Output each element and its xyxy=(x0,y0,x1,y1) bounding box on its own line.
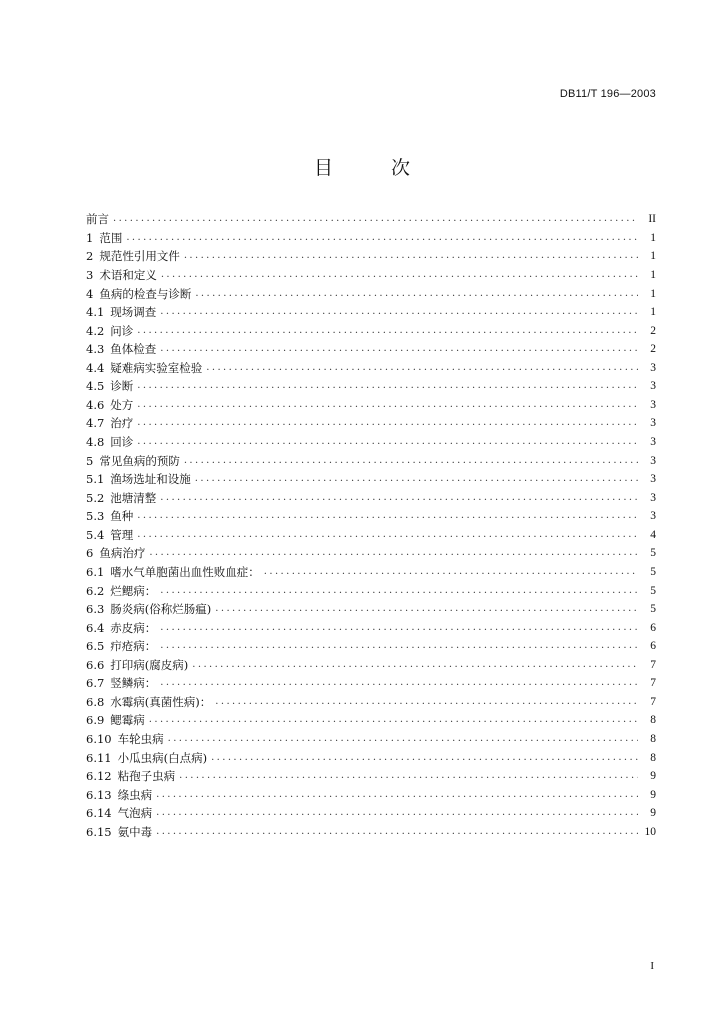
toc-entry[interactable] xyxy=(86,359,656,378)
toc-entry-label: 小瓜虫病(白点病) xyxy=(117,750,208,765)
dot-leader xyxy=(156,808,638,818)
toc-entry-page: 8 xyxy=(650,733,656,746)
page-number: I xyxy=(650,960,654,972)
toc-entry-number: 4.7 xyxy=(86,416,105,431)
dot-leader xyxy=(168,734,638,744)
toc-entry-label: 氨中毒 xyxy=(117,824,153,839)
toc-entry-label: 疖疮病： xyxy=(110,639,157,654)
toc-entry-number: 1 xyxy=(86,230,94,245)
toc-entry[interactable] xyxy=(86,526,656,545)
toc-entry-number: 5.4 xyxy=(86,527,105,542)
toc-entry-label: 竖鳞病： xyxy=(110,676,157,691)
toc-entry-label: 处方 xyxy=(110,397,134,412)
toc-entry-number: 4.5 xyxy=(86,379,105,394)
toc-entry-label: 常见鱼病的预防 xyxy=(99,453,180,468)
toc-entry-number: 6.14 xyxy=(86,806,112,821)
dot-leader xyxy=(195,289,638,299)
toc-entry-page: 3 xyxy=(650,473,656,486)
toc-entry-label: 疑难病实验室检验 xyxy=(110,360,203,375)
toc-entry-page: 3 xyxy=(650,436,656,449)
toc-entry-number: 6.12 xyxy=(86,769,112,784)
document-code: DB11/T 196—2003 xyxy=(559,88,656,100)
dot-leader xyxy=(195,474,638,484)
toc-entry[interactable] xyxy=(86,544,656,563)
toc-entry[interactable] xyxy=(86,748,656,767)
toc-entry-number: 4.2 xyxy=(86,323,105,338)
toc-entry-page: 7 xyxy=(650,695,656,708)
dot-leader xyxy=(137,511,638,521)
toc-entry-number: 6.8 xyxy=(86,694,105,709)
toc-entry-label: 鱼种 xyxy=(110,509,134,524)
toc-entry[interactable] xyxy=(86,711,656,730)
toc-entry[interactable] xyxy=(86,247,656,266)
toc-entry[interactable] xyxy=(86,804,656,823)
toc-entry-number: 6.9 xyxy=(86,713,105,728)
toc-entry[interactable] xyxy=(86,396,656,415)
dot-leader xyxy=(137,530,638,540)
dot-leader xyxy=(137,437,638,447)
table-of-contents xyxy=(86,210,656,841)
toc-entry-label: 嗜水气单胞菌出血性败血症： xyxy=(110,564,260,579)
toc-entry[interactable] xyxy=(86,340,656,359)
toc-entry[interactable] xyxy=(86,507,656,526)
dot-leader xyxy=(160,678,638,688)
dot-leader xyxy=(264,567,638,577)
toc-entry-label: 回诊 xyxy=(110,435,134,450)
toc-entry-number: 6.6 xyxy=(86,657,105,672)
dot-leader xyxy=(137,326,638,336)
toc-entry-page: 8 xyxy=(650,714,656,727)
toc-entry[interactable] xyxy=(86,451,656,470)
toc-entry[interactable] xyxy=(86,266,656,285)
toc-entry[interactable] xyxy=(86,581,656,600)
toc-entry-number: 6.15 xyxy=(86,824,112,839)
dot-leader xyxy=(215,697,638,707)
toc-entry[interactable] xyxy=(86,303,656,322)
dot-leader xyxy=(149,548,638,558)
toc-entry-label: 肠炎病(俗称烂肠瘟) xyxy=(110,602,212,617)
toc-entry-label: 渔场选址和设施 xyxy=(110,472,191,487)
toc-entry-page: 10 xyxy=(644,825,656,838)
toc-entry-number: 6.5 xyxy=(86,639,105,654)
toc-entry-label: 鱼病的检查与诊断 xyxy=(99,286,192,301)
dot-leader xyxy=(160,307,638,317)
toc-entry-label: 打印病(腐皮病) xyxy=(110,657,189,672)
toc-entry-page: 1 xyxy=(650,287,656,300)
toc-entry[interactable] xyxy=(86,785,656,804)
dot-leader xyxy=(113,214,638,224)
toc-entry-page: 3 xyxy=(650,510,656,523)
toc-entry-number: 4.8 xyxy=(86,435,105,450)
toc-entry-page: 7 xyxy=(650,677,656,690)
toc-entry-page: 6 xyxy=(650,640,656,653)
dot-leader xyxy=(179,771,638,781)
toc-entry[interactable] xyxy=(86,284,656,303)
dot-leader xyxy=(215,604,638,614)
toc-entry-page: 9 xyxy=(650,807,656,820)
toc-entry[interactable] xyxy=(86,767,656,786)
dot-leader xyxy=(160,623,638,633)
dot-leader xyxy=(161,270,638,280)
toc-entry-label: 烂鳃病： xyxy=(110,583,157,598)
toc-entry-number: 6.1 xyxy=(86,564,105,579)
toc-entry-page: 9 xyxy=(650,788,656,801)
toc-entry-label: 赤皮病： xyxy=(110,620,157,635)
dot-leader xyxy=(156,827,638,837)
toc-entry-number: 6.11 xyxy=(86,750,112,765)
dot-leader xyxy=(211,753,638,763)
toc-entry-number: 4.1 xyxy=(86,305,105,320)
toc-entry-label: 诊断 xyxy=(110,379,134,394)
dot-leader xyxy=(137,418,638,428)
toc-entry-page: 1 xyxy=(650,250,656,263)
toc-entry-number: 2 xyxy=(86,249,94,264)
toc-entry-page: 9 xyxy=(650,770,656,783)
toc-entry-page: 1 xyxy=(650,231,656,244)
toc-entry-page: 3 xyxy=(650,491,656,504)
toc-entry-page: 1 xyxy=(650,268,656,281)
dot-leader xyxy=(137,381,638,391)
toc-entry-label: 鱼病治疗 xyxy=(99,546,146,561)
toc-entry-number: 6.13 xyxy=(86,787,112,802)
toc-entry-label: 问诊 xyxy=(110,323,134,338)
toc-entry-number: 6.10 xyxy=(86,732,112,747)
toc-entry-label: 范围 xyxy=(99,230,123,245)
toc-entry-label: 气泡病 xyxy=(117,806,153,821)
toc-entry-page: 6 xyxy=(650,621,656,634)
toc-entry[interactable] xyxy=(86,674,656,693)
dot-leader xyxy=(184,456,638,466)
toc-entry-label: 池塘清整 xyxy=(110,490,157,505)
toc-entry-label: 车轮虫病 xyxy=(117,732,164,747)
toc-entry-page: 3 xyxy=(650,454,656,467)
toc-entry[interactable] xyxy=(86,377,656,396)
dot-leader xyxy=(160,641,638,651)
toc-entry[interactable] xyxy=(86,637,656,656)
toc-entry-page: 2 xyxy=(650,343,656,356)
toc-entry-page: 2 xyxy=(650,324,656,337)
toc-entry-number: 4.3 xyxy=(86,342,105,357)
toc-entry-label: 绦虫病 xyxy=(117,787,153,802)
toc-entry[interactable] xyxy=(86,470,656,489)
toc-entry-page: 5 xyxy=(650,565,656,578)
toc-entry-number: 5 xyxy=(86,453,94,468)
toc-entry-label: 管理 xyxy=(110,527,134,542)
toc-entry-number: 3 xyxy=(86,267,94,282)
dot-leader xyxy=(160,493,638,503)
dot-leader xyxy=(160,344,638,354)
toc-entry[interactable] xyxy=(86,414,656,433)
toc-entry-number: 6.7 xyxy=(86,676,105,691)
toc-entry-page: 1 xyxy=(650,306,656,319)
dot-leader xyxy=(126,233,638,243)
toc-entry-page: 5 xyxy=(650,603,656,616)
dot-leader xyxy=(137,400,638,410)
toc-entry[interactable] xyxy=(86,656,656,675)
toc-entry[interactable] xyxy=(86,229,656,248)
toc-entry-label: 规范性引用文件 xyxy=(99,249,180,264)
toc-entry-label: 水霉病(真菌性病)： xyxy=(110,694,212,709)
toc-entry-page: 3 xyxy=(650,361,656,374)
dot-leader xyxy=(156,790,638,800)
toc-entry-number: 4.4 xyxy=(86,360,105,375)
toc-entry-page: 3 xyxy=(650,380,656,393)
toc-entry-number: 6.4 xyxy=(86,620,105,635)
toc-entry-number: 5.2 xyxy=(86,490,105,505)
dot-leader xyxy=(192,660,638,670)
toc-entry-page: 8 xyxy=(650,751,656,764)
toc-entry-label: 鳃霉病 xyxy=(110,713,145,728)
toc-entry-label: 治疗 xyxy=(110,416,134,431)
toc-entry-page: 7 xyxy=(650,658,656,671)
toc-entry[interactable] xyxy=(86,618,656,637)
dot-leader xyxy=(149,715,638,725)
toc-entry-label: 现场调查 xyxy=(110,305,157,320)
toc-entry-page: 4 xyxy=(650,528,656,541)
toc-entry-page: 3 xyxy=(650,417,656,430)
toc-entry-number: 5.3 xyxy=(86,509,105,524)
toc-entry-page: 3 xyxy=(650,398,656,411)
toc-entry-page: 5 xyxy=(650,547,656,560)
toc-entry[interactable] xyxy=(86,563,656,582)
toc-entry-number: 5.1 xyxy=(86,472,105,487)
toc-entry[interactable] xyxy=(86,600,656,619)
dot-leader xyxy=(160,586,638,596)
toc-entry-number: 6.2 xyxy=(86,583,105,598)
toc-entry-label: 粘孢子虫病 xyxy=(117,769,176,784)
toc-entry-label: 术语和定义 xyxy=(99,267,157,282)
toc-entry[interactable] xyxy=(86,488,656,507)
dot-leader xyxy=(206,363,638,373)
toc-entry[interactable] xyxy=(86,730,656,749)
toc-entry-label: 前言 xyxy=(86,212,109,227)
toc-entry-number: 4 xyxy=(86,286,94,301)
toc-entry-page: II xyxy=(648,213,656,226)
toc-entry-number: 6 xyxy=(86,546,94,561)
toc-entry-page: 5 xyxy=(650,584,656,597)
toc-entry[interactable] xyxy=(86,321,656,340)
toc-entry[interactable] xyxy=(86,693,656,712)
toc-entry[interactable] xyxy=(86,823,656,842)
toc-entry-label: 鱼体检查 xyxy=(110,342,157,357)
page-title: 目 次 xyxy=(313,157,437,179)
toc-entry-number: 4.6 xyxy=(86,397,105,412)
dot-leader xyxy=(184,251,638,261)
toc-entry-number: 6.3 xyxy=(86,602,105,617)
toc-entry[interactable] xyxy=(86,433,656,452)
toc-entry[interactable] xyxy=(86,210,656,229)
